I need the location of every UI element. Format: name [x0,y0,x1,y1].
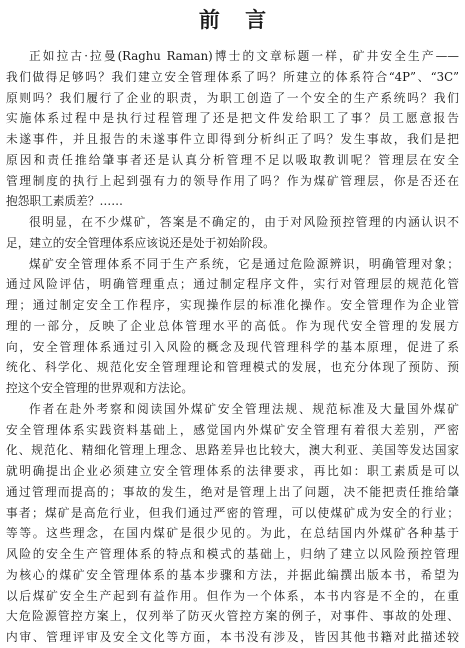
page-title: 前 言 [198,8,276,32]
text-line: 管理制度的执行上起到强有力的领导作用了吗？作为煤矿管理层，你是否还在 [6,173,459,188]
text-line: 实施体系过程中是执行过程管理了还是把文件发给职工了事？员工愿意报告 [6,111,459,126]
text-line: 向，安全管理体系通过引入风险的概念及现代管理科学的基本原理，促进了系 [6,339,459,354]
paragraph-3 [6,254,459,399]
text-line: 统化、科学化、规范化安全管理理论和管理模式的发展，也充分体现了预防、预 [6,360,459,375]
text-line: 化、规范化、精细化管理上理念、思路差异也比较大，澳大利亚、美国等发达国家 [6,443,459,458]
text-line: 我们做得足够吗？我们建立安全管理体系了吗？所建立的体系符合“4P”、“3C” [6,69,459,84]
text-line: 原因和责任推给肇事者还是认真分析管理不足以吸取教训呢？管理层在安全 [6,152,459,167]
text-line: 大危险源管控方案上，仅列举了防灭火管控方案的例子，对事件、事故的处理、 [6,609,459,624]
text-line: 抱怨职工素质差？…… [6,194,123,209]
text-line: 风险的安全生产管理体系的特点和模式的基础上，归纳了建立以风险预控管理 [6,547,459,561]
paragraph-4 [6,399,459,648]
text-line: 通过管理而提高的；事故的发生，绝对是管理上出了问题，决不能把责任推给肇 [6,484,459,499]
text-line: 未遂事件，并且报告的未遂事件立即得到分析纠正了吗？发生事故，我们是把 [6,132,459,146]
text-line: 正如拉古·拉曼(Raghu Raman)博士的文章标题一样，矿井安全生产—— [29,49,459,63]
preface-body [0,46,465,648]
text-line: 为核心的煤矿安全管理体系的基本步骤和方法，并据此编撰出版本书，希望为 [6,567,459,582]
text-line: 作者在赴外考察和阅读国外煤矿安全管理法规、规范标准及大量国外煤矿 [29,401,459,416]
text-line: 煤矿安全管理体系不同于生产系统，它是通过危险源辨识，明确管理对象； [29,256,459,271]
text-line: 通过风险评估，明确管理重点；通过制定程序文件，实行对管理层的规范化管 [6,277,459,292]
text-line: 以后煤矿安全生产起到有益作用。但作为一个体系，本书内容是不全的，在重 [6,588,459,603]
text-line: 原则吗？我们履行了企业的职责，为职工创造了一个安全的生产系统吗？我们 [6,90,459,105]
text-line: 控这个安全管理的世界观和方法论。 [6,381,194,395]
paragraph-2 [6,212,459,254]
text-line: 足，建立的安全管理体系应该说还是处于初始阶段。 [6,235,275,250]
paragraph-1 [6,46,459,212]
text-line: 很明显，在不少煤矿，答案是不确定的，由于对风险预控管理的内涵认识不 [29,215,459,229]
text-line: 安全管理体系实践资料基础上，感觉国内外煤矿安全管理有着很大差别，严密 [6,422,459,437]
text-line: 理；通过制定安全工作程序，实现操作层的标准化操作。安全管理作为企业管 [6,298,459,312]
text-line: 等等。这些理念，在国内煤矿是很少见的。为此，在总结国内外煤矿各种基于 [6,526,459,541]
text-line: 理的一部分，反映了企业总体管理水平的高低。作为现代安全管理的发展方 [6,318,459,333]
text-line: 就明确提出企业必须建立安全管理体系的法律要求，再比如：职工素质是可以 [6,464,459,478]
text-line: 内审、管理评审及安全文化等方面，本书没有涉及，皆因其他书籍对此描述较 [6,630,459,644]
text-line: 事者；煤矿是高危行业，但我们通过严密的管理，可以使煤矿成为安全的行业； [6,505,459,520]
